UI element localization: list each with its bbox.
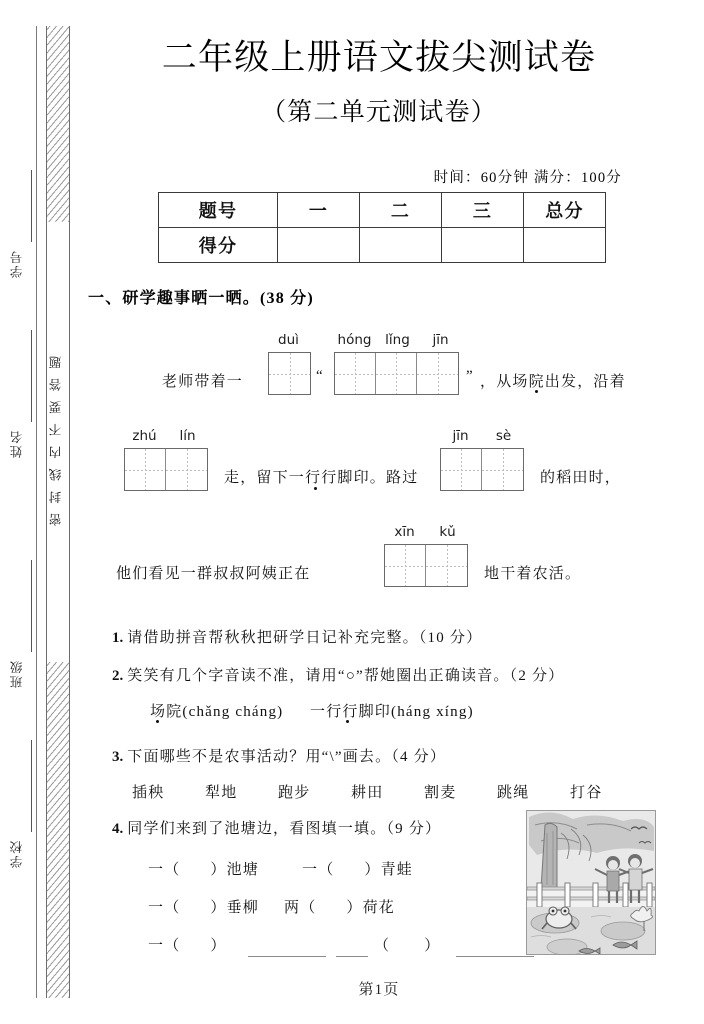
question-2: [112, 664, 564, 685]
passage-line3-post: 地干着农活。: [484, 566, 582, 582]
score-table-col-2: 三: [442, 193, 524, 228]
score-cell-0[interactable]: [278, 228, 360, 263]
fill-prefix: （: [374, 938, 391, 954]
pinyin-jin2: jīn: [452, 428, 469, 444]
pinyin-zhu: zhú: [132, 428, 157, 444]
fill-row-2-left[interactable]: [148, 934, 227, 955]
grid-cell[interactable]: [269, 353, 310, 394]
answer-blank-0[interactable]: [248, 956, 326, 957]
fill-suffix: ）: [364, 862, 381, 878]
fill-word: 垂柳: [226, 900, 260, 916]
grid-zhulin[interactable]: [124, 448, 208, 491]
grid-cell[interactable]: [335, 353, 376, 394]
question-3-word-6[interactable]: 打谷: [570, 785, 603, 801]
emphasis-dot: [314, 487, 317, 490]
fill-suffix: ）: [424, 938, 441, 954]
signature-line-class: [31, 560, 32, 652]
score-table-col-0: 一: [278, 193, 360, 228]
table-row-header: [159, 193, 606, 228]
passage-quote-close: ”: [466, 368, 474, 384]
question-3-word-0[interactable]: 插秧: [132, 785, 165, 801]
fill-word: 青蛙: [380, 862, 414, 878]
question-3-word-4[interactable]: 割麦: [424, 785, 457, 801]
signature-line-school: [31, 740, 32, 832]
timing-info: 时间：60分钟 满分：100分: [433, 170, 622, 186]
fill-suffix: ）: [346, 900, 363, 916]
section-one-heading: 一、研学趣事晒一晒。(38 分): [88, 290, 314, 307]
fill-prefix: 两（: [284, 900, 317, 916]
question-3: [112, 745, 446, 766]
score-table-row-label-0: 题号: [159, 193, 278, 228]
question-4-number: 4.: [112, 821, 124, 837]
question-1-number: 1.: [112, 630, 124, 646]
question-2-text: 笑笑有几个字音读不准，请用“○”帮她圈出正确读音。（2 分）: [127, 668, 565, 684]
passage-line1-pre: 老师带着一: [162, 374, 244, 390]
emphasis-dot: [346, 720, 349, 723]
emphasis-dot: [156, 720, 159, 723]
seal-hatch-top: [47, 26, 69, 222]
score-table-col-1: 二: [360, 193, 442, 228]
pond-illustration-svg: [527, 811, 655, 954]
grid-cell[interactable]: [426, 545, 467, 586]
passage-line3-pre: 他们看见一群叔叔阿姨正在: [116, 566, 311, 582]
grid-cell[interactable]: [441, 449, 482, 490]
fill-suffix: ）: [210, 900, 227, 916]
question-3-word-2[interactable]: 跑步: [278, 785, 311, 801]
fill-row-0-right[interactable]: [302, 858, 413, 879]
score-cell-3[interactable]: [524, 228, 606, 263]
fill-suffix: ）: [210, 938, 227, 954]
fill-prefix: 一（: [148, 938, 181, 954]
pinyin-se: sè: [495, 428, 512, 444]
page-footer: 第1页: [358, 982, 400, 998]
grid-jinse[interactable]: [440, 448, 524, 491]
pond-illustration: [526, 810, 656, 955]
fill-prefix: 一（: [302, 862, 335, 878]
score-table-col-3: 总分: [524, 193, 606, 228]
pinyin-hong: hóng: [337, 332, 372, 348]
question-2-item-0[interactable]: 场院(chǎng cháng): [150, 704, 284, 720]
seal-hatch-bottom: [47, 662, 69, 998]
grid-cell[interactable]: [125, 449, 166, 490]
fill-row-1-left[interactable]: [148, 896, 259, 917]
grid-xinku[interactable]: [384, 544, 468, 587]
seal-band: [46, 26, 70, 998]
grid-cell[interactable]: [417, 353, 458, 394]
pinyin-xin: xīn: [394, 524, 415, 540]
question-1: [112, 626, 482, 647]
signature-line-student-id: [31, 170, 32, 242]
grid-cell[interactable]: [482, 449, 523, 490]
score-cell-1[interactable]: [360, 228, 442, 263]
question-3-word-3[interactable]: 耕田: [351, 785, 384, 801]
fill-row-2-right[interactable]: [374, 934, 440, 955]
margin-label-class: 班级: [10, 659, 24, 689]
fill-word: 荷花: [362, 900, 396, 916]
question-3-number: 3.: [112, 749, 124, 765]
grid-cell[interactable]: [385, 545, 426, 586]
question-2-item-1[interactable]: 一行行脚印(háng xíng): [310, 704, 474, 720]
content-column: [88, 0, 688, 1024]
passage-line1-post: ，从场院出发，沿着: [480, 374, 626, 390]
margin-outer-rule: [36, 26, 37, 998]
page-subtitle: （第二单元测试卷）: [261, 99, 497, 126]
page-title: 二年级上册语文拔尖测试卷: [161, 38, 597, 77]
passage-quote-open: “: [316, 368, 324, 384]
fill-prefix: 一（: [148, 862, 181, 878]
signature-line-student-name: [31, 330, 32, 422]
table-row-scores: [159, 228, 606, 263]
fill-word: 池塘: [226, 862, 260, 878]
fill-prefix: 一（: [148, 900, 181, 916]
pinyin-ling: lǐng: [385, 332, 410, 348]
pinyin-dui: duì: [278, 332, 299, 348]
question-3-word-1[interactable]: 犁地: [205, 785, 238, 801]
fill-row-0-left[interactable]: [148, 858, 259, 879]
grid-dui[interactable]: [268, 352, 311, 395]
question-3-text: 下面哪些不是农事活动？用“\”画去。（4 分）: [127, 749, 447, 765]
question-1-text: 请借助拼音帮秋秋把研学日记补充完整。（10 分）: [127, 630, 483, 646]
question-3-word-5[interactable]: 跳绳: [497, 785, 530, 801]
question-2-number: 2.: [112, 668, 124, 684]
answer-blank-2[interactable]: [456, 956, 534, 957]
fill-row-1-right[interactable]: [284, 896, 395, 917]
question-4-text: 同学们来到了池塘边，看图填一填。（9 分）: [127, 821, 442, 837]
fill-suffix: ）: [210, 862, 227, 878]
passage-line2-tail: 的稻田时，: [540, 470, 622, 486]
answer-blank-1[interactable]: [336, 956, 368, 957]
grid-cell[interactable]: [166, 449, 207, 490]
margin-label-student-id: 学号: [10, 249, 24, 279]
passage-line2-post: 走，留下一行行脚印。路过: [224, 470, 419, 486]
grid-cell[interactable]: [376, 353, 417, 394]
question-4: [112, 817, 441, 838]
margin-label-school: 学校: [10, 839, 24, 869]
score-table: [158, 192, 606, 263]
seal-band-text: 密封线内不要答题: [49, 346, 63, 526]
grid-honglingjin[interactable]: [334, 352, 459, 395]
emphasis-dot: [535, 390, 538, 393]
pinyin-jin: jīn: [432, 332, 449, 348]
margin-label-student-name: 姓名: [10, 429, 24, 459]
pinyin-lin: lín: [179, 428, 196, 444]
pinyin-ku: kǔ: [439, 524, 456, 540]
score-cell-2[interactable]: [442, 228, 524, 263]
score-table-row-label-1: 得分: [159, 228, 278, 263]
